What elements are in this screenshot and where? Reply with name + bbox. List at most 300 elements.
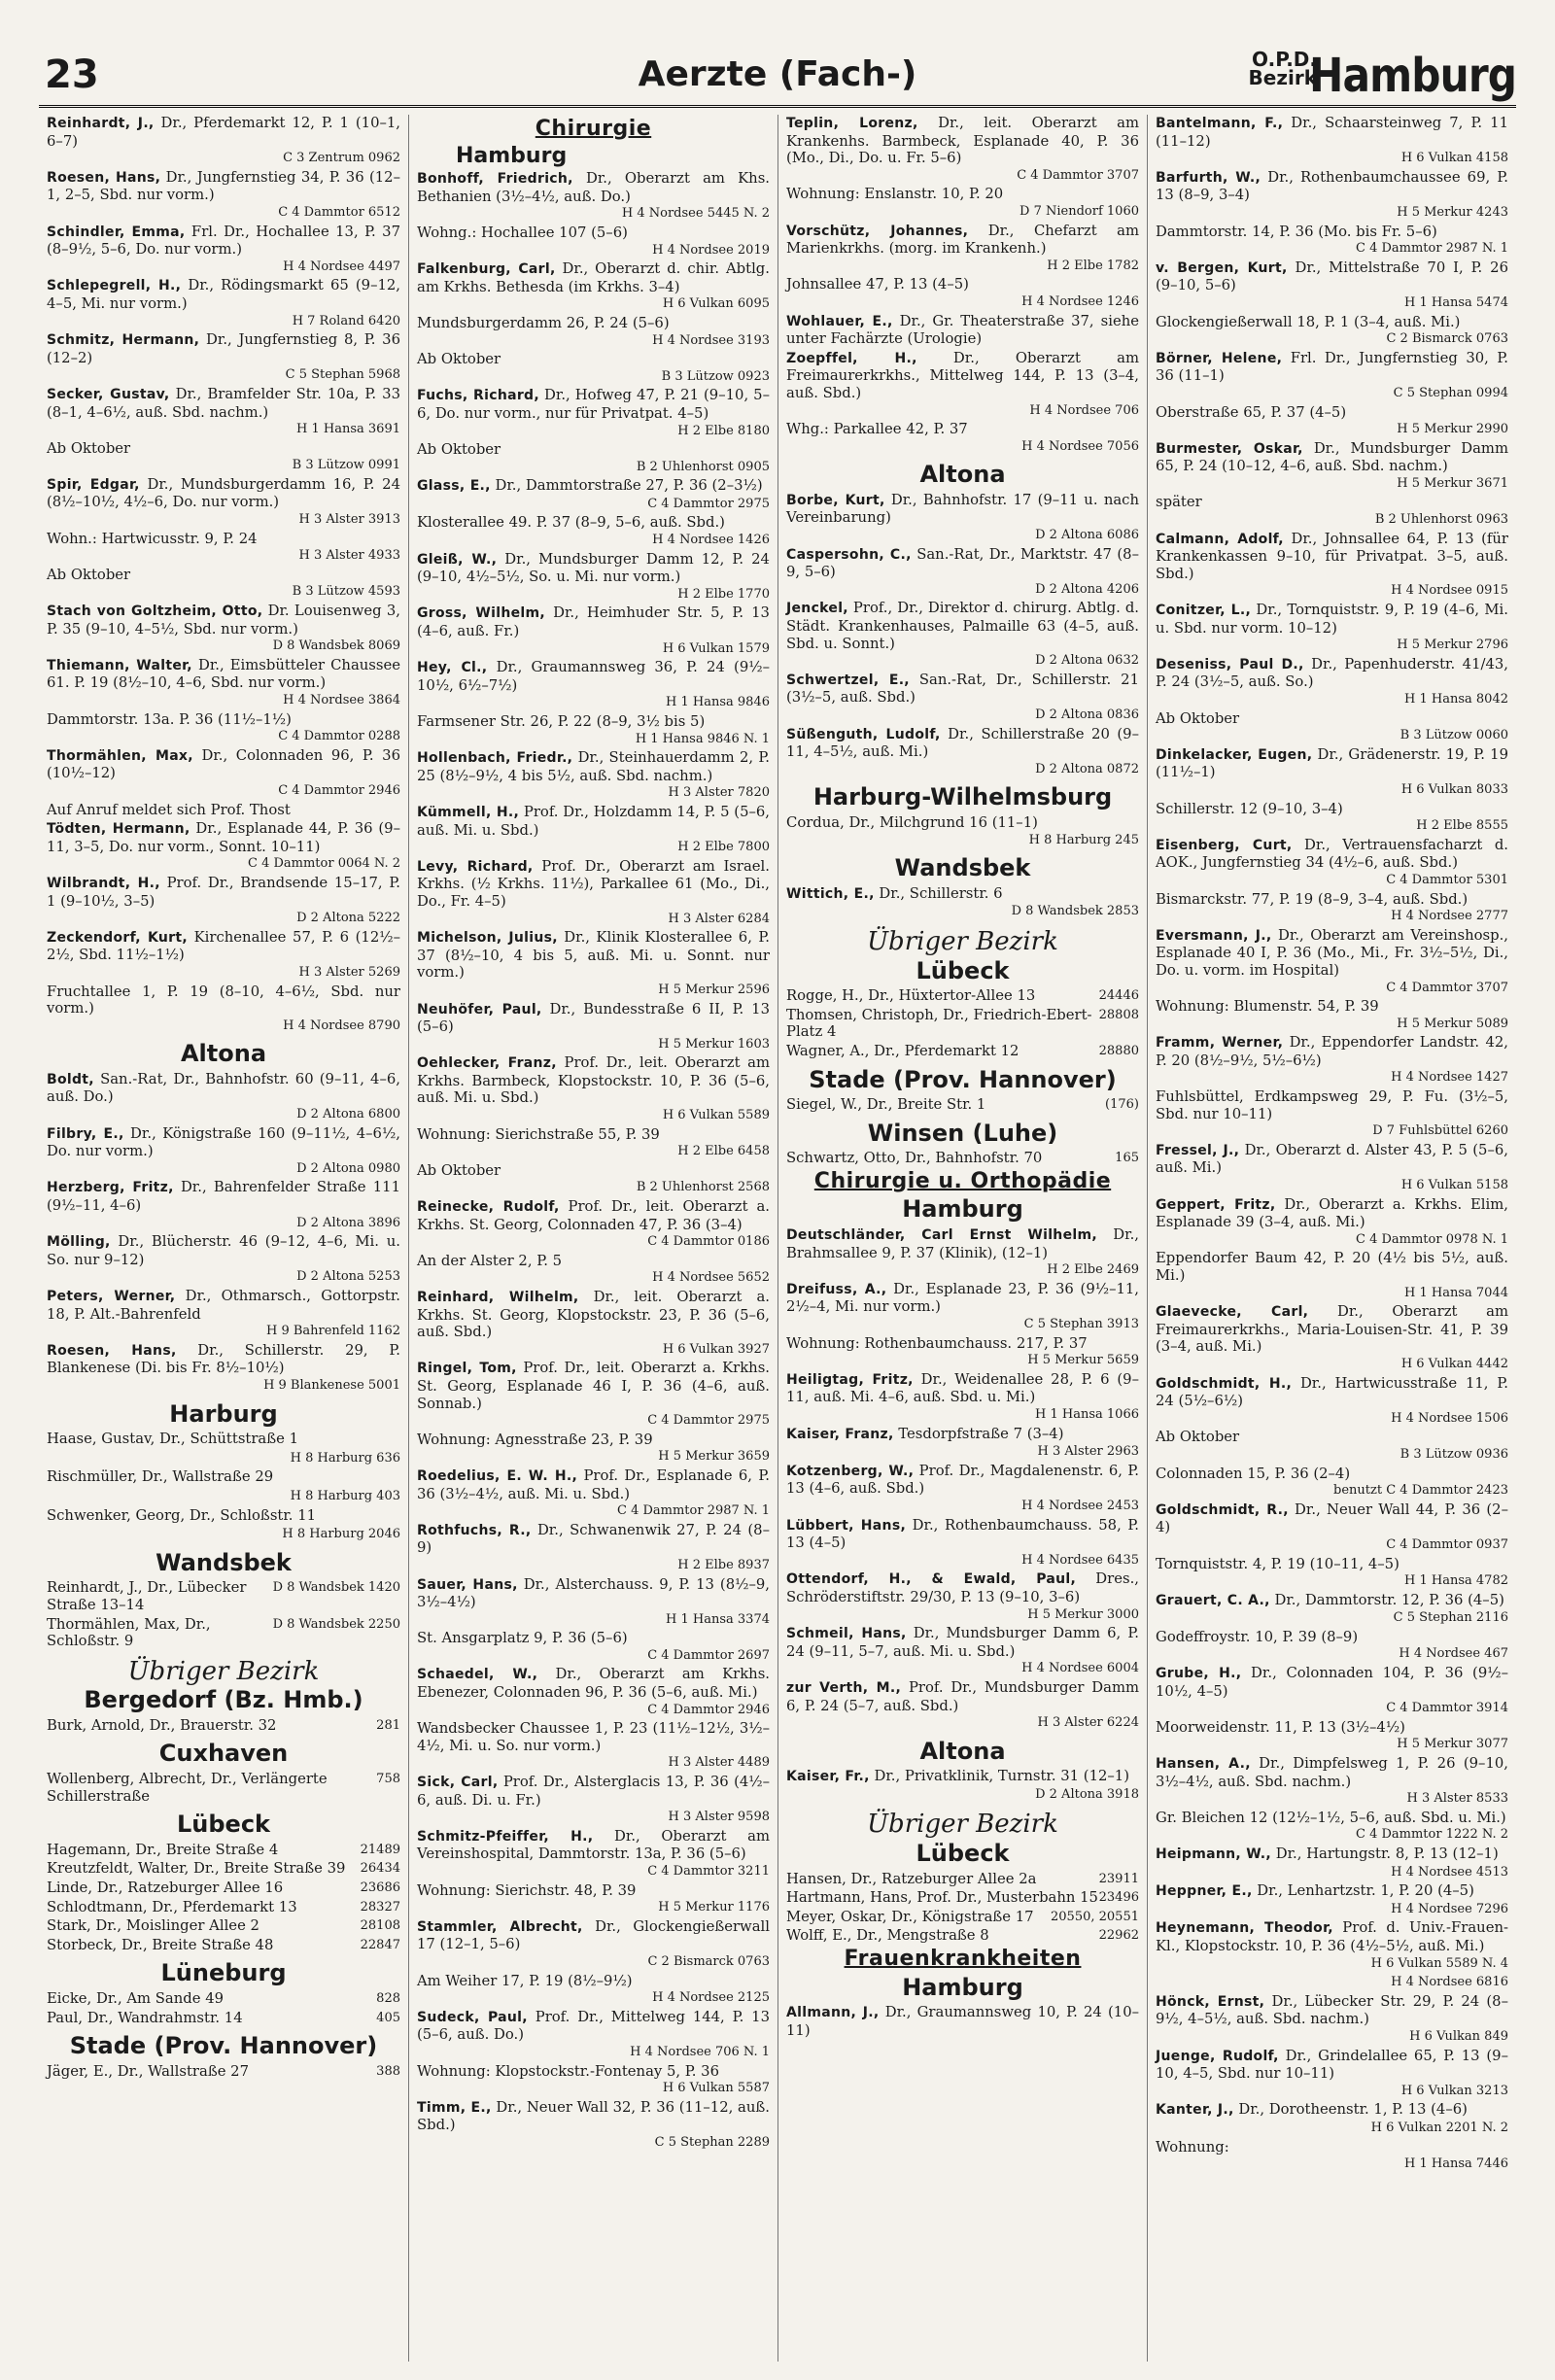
- directory-entry: [47, 2010, 400, 2027]
- directory-entry: [1156, 602, 1508, 654]
- entry-phone: H 4 Nordsee 8790: [283, 1018, 400, 1033]
- directory-entry: [1156, 1629, 1508, 1663]
- entry-phone: H 4 Nordsee 2777: [1391, 909, 1508, 924]
- entry-details: Prof. Dr., Magdalenenstr. 6, P. 13 (4–6, auß. Sbd.): [786, 1462, 1139, 1498]
- directory-entry: [1156, 1665, 1508, 1717]
- section-heading: Wandsbek: [156, 1548, 292, 1576]
- directory-entry: [417, 1630, 770, 1664]
- directory-entry: [1156, 1755, 1508, 1808]
- directory-entry: [1156, 1375, 1508, 1428]
- entry-details: Prof. Dr., Brandsende 15–17, P. 1 (9–10½, 3–5): [47, 874, 401, 910]
- entry-details: Dr., Hofweg 47, P. 21 (9–10, 5–6, Do. nur vorm., nur für Privatpat. 4–5): [417, 387, 770, 422]
- entry-phone: H 6 Vulkan 6095: [662, 296, 770, 312]
- entry-phone: C 5 Stephan 2289: [654, 2134, 770, 2150]
- entry-details: Cordua, Dr., Milchgrund 16 (11–1): [786, 813, 1038, 831]
- section-heading: Harburg-Wilhelmsburg: [812, 783, 1113, 811]
- directory-entry: [417, 804, 770, 856]
- directory-entry: [417, 1828, 770, 1880]
- entry-phone: 24446: [1098, 988, 1139, 1004]
- entry-details: Dr., Weidenallee 28, P. 6 (9–11, auß. Mi. 4–6, auß. Sbd. u. Mi.): [786, 1370, 1139, 1406]
- entry-phone: H 9 Blankenese 5001: [263, 1377, 400, 1393]
- directory-entry: [786, 1150, 1139, 1167]
- entry-phone: H 5 Merkur 3671: [1397, 475, 1508, 491]
- entry-phone: B 3 Lützow 0991: [292, 458, 400, 473]
- entry-phone: H 2 Elbe 1770: [677, 586, 770, 602]
- entry-name: Gross, Wilhelm,: [417, 605, 545, 622]
- entry-details: Reinhardt, J., Dr., Lübecker Straße 13–14: [47, 1579, 247, 1613]
- directory-entry: [47, 1488, 400, 1505]
- entry-name: Geppert, Fritz,: [1156, 1196, 1276, 1213]
- entry-details: Wohnung: Sierichstraße 55, P. 39: [417, 1125, 660, 1143]
- directory-entry: [786, 726, 1139, 778]
- entry-phone: H 2 Elbe 6458: [677, 1144, 770, 1159]
- column-3: [778, 115, 1147, 2362]
- entry-phone: D 8 Wandsbek 2853: [1011, 904, 1139, 919]
- entry-phone: H 2 Elbe 8180: [677, 423, 770, 438]
- directory-entry: [47, 1917, 400, 1935]
- entry-name: Zoepffel, H.,: [786, 350, 917, 366]
- entry-phone: H 5 Merkur 1176: [658, 1900, 770, 1915]
- entry-details: Dr., Heimhuder Str. 5, P. 13 (4–6, auß. Fr.): [417, 604, 770, 640]
- directory-entry: [786, 814, 1139, 848]
- entry-phone: D 7 Fuhlsbüttel 6260: [1372, 1123, 1508, 1139]
- entry-details: Schillerstr. 12 (9–10, 3–4): [1156, 800, 1343, 817]
- entry-name: Heppner, E.,: [1156, 1883, 1253, 1900]
- entry-phone: H 1 Hansa 9846 N. 1: [635, 731, 770, 746]
- entry-phone: 388: [376, 2063, 400, 2079]
- directory-entry: [1156, 1845, 1508, 1880]
- directory-entry: [47, 1717, 400, 1735]
- directory-entry: [786, 546, 1139, 599]
- entry-name: Calmann, Adolf,: [1156, 531, 1284, 547]
- entry-name: Ringel, Tom,: [417, 1361, 517, 1377]
- entry-phone: C 5 Stephan 3913: [1023, 1317, 1139, 1332]
- entry-details: Prof. Dr., leit. Oberarzt am Krkhs. Barmbeck, Klopstockstr. 10, P. 36 (5–6, auß. Mi. u. Sbd.): [417, 1054, 771, 1107]
- entry-details: San.-Rat, Dr., Schillerstr. 21 (3½–5, auß. Sbd.): [786, 671, 1139, 707]
- entry-phone: H 8 Harburg 636: [290, 1450, 400, 1466]
- directory-entry: [1156, 169, 1508, 222]
- entry-name: Michelson, Julius,: [417, 930, 558, 947]
- entry-phone: H 5 Merkur 3077: [1397, 1737, 1508, 1752]
- directory-entry: [1156, 404, 1508, 438]
- entry-phone: H 8 Harburg 245: [1028, 832, 1139, 847]
- entry-details: Dr., Dorotheenstr. 1, P. 13 (4–6): [1233, 2101, 1468, 2119]
- entry-details: Dr., Privatklinik, Turnstr. 31 (12–1): [869, 1768, 1129, 1785]
- entry-details: Moorweidenstr. 11, P. 13 (3½–4½): [1156, 1718, 1405, 1736]
- entry-details: Thomsen, Christoph, Dr., Friedrich-Ebert-Platz 4: [786, 1006, 1092, 1041]
- section-heading: Lübeck: [916, 956, 1010, 984]
- entry-details: Wohnung: Rothenbaumchauss. 217, P. 37: [786, 1334, 1088, 1352]
- entry-phone: H 3 Alster 2963: [1037, 1444, 1139, 1460]
- section-heading: Winsen (Luhe): [867, 1119, 1058, 1147]
- entry-phone: H 1 Hansa 7044: [1404, 1285, 1508, 1300]
- directory-entry: [417, 477, 770, 512]
- entry-name: Schmitz-Pfeiffer, H.,: [417, 1828, 594, 1845]
- entry-details: Dr., Schwanenwik 27, P. 24 (8–9): [417, 1521, 770, 1557]
- entry-name: Schaedel, W.,: [417, 1667, 538, 1683]
- entry-phone: H 5 Merkur 5659: [1027, 1353, 1139, 1368]
- directory-entry: [417, 1774, 770, 1826]
- entry-details: Dr., Johnsallee 64, P. 13 (für Krankenkassen 9–10, für Privatpat. 3–5, auß. Sbd.): [1156, 530, 1508, 582]
- entry-name: Schmitz, Hermann,: [47, 332, 200, 349]
- entry-details: Dr., Colonnaden 96, P. 36 (10½–12): [47, 746, 400, 782]
- directory-entry: [47, 224, 400, 276]
- entry-phone: D 7 Niendorf 1060: [1019, 203, 1139, 219]
- entry-name: Secker, Gustav,: [47, 386, 170, 402]
- entry-details: Dr., Mundsburgerdamm 16, P. 24 (8½–10½, 4½–6, Do. nur vorm.): [47, 475, 400, 511]
- entry-details: Wagner, A., Dr., Pferdemarkt 12: [786, 1042, 1019, 1059]
- section-heading: Stade (Prov. Hannover): [809, 1065, 1117, 1093]
- entry-details: Wollenberg, Albrecht, Dr., Verlängerte Schillerstraße: [47, 1771, 328, 1805]
- entry-details: Oberstraße 65, P. 37 (4–5): [1156, 403, 1347, 421]
- entry-details: Dr., Dammtorstraße 27, P. 36 (2–3½): [490, 477, 763, 495]
- directory-entry: [417, 441, 770, 475]
- entry-details: Dr., Blücherstr. 46 (9–12, 4–6, Mi. u. So. nur 9–12): [47, 1233, 400, 1268]
- entry-name: Gleiß, W.,: [417, 551, 498, 568]
- entry-phone: H 5 Merkur 1603: [658, 1036, 770, 1052]
- entry-name: v. Bergen, Kurt,: [1156, 259, 1288, 276]
- entry-name: zur Verth, M.,: [786, 1679, 902, 1696]
- directory-entry: [786, 276, 1139, 310]
- entry-phone: H 3 Alster 6284: [668, 911, 770, 926]
- entry-phone: H 4 Nordsee 4513: [1391, 1864, 1508, 1880]
- directory-entry: [417, 514, 770, 548]
- entry-phone: B 3 Lützow 0060: [1400, 728, 1508, 743]
- entry-details: Frl. Dr., Hochallee 13, P. 37 (8–9½, 5–6, Do. nur vorm.): [47, 223, 400, 259]
- entry-name: Allmann, J.,: [786, 2005, 880, 2021]
- directory-entry: [417, 1576, 770, 1629]
- entry-name: Timm, E.,: [417, 2099, 492, 2116]
- directory-entry: [417, 1289, 770, 1358]
- directory-entry: [47, 802, 400, 819]
- entry-name: Eisenberg, Curt,: [1156, 837, 1293, 853]
- entry-phone: B 3 Lützow 0923: [661, 368, 770, 384]
- specialty-heading: Frauenkrankheiten: [844, 1947, 1082, 1972]
- directory-entry: [786, 1889, 1139, 1907]
- entry-details: Ab Oktober: [417, 351, 501, 368]
- section-heading: Cuxhaven: [158, 1740, 289, 1768]
- entry-details: Dr., Alsterchauss. 9, P. 13 (8½–9, 3½–4½): [417, 1575, 770, 1611]
- entry-phone: 23496: [1098, 1890, 1139, 1906]
- entry-details: Ab Oktober: [1156, 709, 1240, 727]
- entry-phone: 828: [376, 1991, 400, 2006]
- directory-entry: [1156, 1196, 1508, 1249]
- entry-name: Bantelmann, F.,: [1156, 116, 1284, 131]
- directory-entry: [47, 1288, 400, 1340]
- entry-details: Hansen, Dr., Ratzeburger Allee 2a: [786, 1870, 1037, 1887]
- directory-entry: [417, 1001, 770, 1053]
- entry-details: Am Weiher 17, P. 19 (8½–9½): [417, 1972, 633, 1989]
- directory-entry: [1156, 1303, 1508, 1372]
- entry-phone: H 1 Hansa 3691: [296, 422, 400, 437]
- entry-phone: H 4 Nordsee 3864: [283, 693, 400, 707]
- directory-entry: [417, 2099, 770, 2152]
- entry-name: Kotzenberg, W.,: [786, 1463, 915, 1479]
- entry-details: Ab Oktober: [417, 1161, 501, 1179]
- entry-phone: H 4 Nordsee 5445 N. 2: [621, 206, 770, 222]
- entry-details: Dr., Neuer Wall 32, P. 36 (11–12, auß. Sbd.): [417, 2098, 770, 2134]
- entry-phone: C 4 Dammtor 2946: [647, 1702, 770, 1717]
- entry-phone: H 6 Vulkan 2201 N. 2: [1370, 2120, 1508, 2135]
- entry-phone: 28108: [360, 1918, 400, 1934]
- entry-name: Roesen, Hans,: [47, 169, 161, 186]
- entry-phone: H 1 Hansa 4782: [1404, 1573, 1508, 1589]
- entry-phone: C 4 Dammtor 0937: [1386, 1536, 1508, 1552]
- entry-details: Wandsbecker Chaussee 1, P. 23 (11½–12½, 3½–4½, Mi. u. So. nur vorm.): [417, 1720, 770, 1754]
- entry-details: Prof. Dr., Alsterglacis 13, P. 36 (4½–6, auß. Di. u. Fr.): [417, 1774, 770, 1809]
- entry-details: Dr., Colonnaden 104, P. 36 (9½–10½, 4–5): [1156, 1665, 1508, 1700]
- entry-phone: H 3 Alster 6224: [1037, 1715, 1139, 1731]
- entry-details: Dr., Pferdemarkt 12, P. 1 (10–1, 6–7): [47, 115, 401, 150]
- directory-entry: [786, 1463, 1139, 1515]
- directory-entry: [417, 1162, 770, 1196]
- entry-phone: H 5 Merkur 5089: [1397, 1016, 1508, 1031]
- entry-phone: D 2 Altona 0836: [1035, 707, 1139, 722]
- entry-name: Glaevecke, Carl,: [1156, 1304, 1309, 1321]
- entry-details: Wohnung:: [1156, 2138, 1229, 2156]
- section-heading: Stade (Prov. Hannover): [69, 2032, 378, 2060]
- entry-phone: C 4 Dammtor 0978 N. 1: [1355, 1231, 1508, 1247]
- directory-entry: [47, 1526, 400, 1543]
- entry-phone: H 4 Nordsee 0915: [1391, 583, 1508, 599]
- directory-entry: [47, 1860, 400, 1878]
- entry-name: Filbry, E.,: [47, 1125, 124, 1142]
- directory-entry: [47, 875, 400, 927]
- entry-details: Dr., Lenhartzstr. 1, P. 20 (4–5): [1252, 1882, 1474, 1900]
- section-heading: Hamburg: [902, 1195, 1023, 1224]
- directory-entry: [1156, 314, 1508, 348]
- entry-details: Dr., Rödingsmarkt 65 (9–12, 4–5, Mi. nur vorm.): [47, 277, 401, 312]
- entry-phone: D 8 Wandsbek 8069: [272, 638, 400, 654]
- entry-details: Glockengießerwall 18, P. 1 (3–4, auß. Mi.): [1156, 313, 1461, 330]
- directory-entry: [786, 1927, 1139, 1945]
- directory-entry: [47, 1937, 400, 1954]
- entry-phone: H 4 Nordsee 1426: [652, 533, 770, 548]
- entry-phone: 281: [376, 1717, 400, 1733]
- entry-details: Eppendorfer Baum 42, P. 20 (4½ bis 5½, auß. Mi.): [1156, 1250, 1508, 1284]
- entry-details: Ab Oktober: [1156, 1429, 1240, 1446]
- entry-phone: C 2 Bismarck 0763: [647, 1953, 770, 1969]
- entry-phone: H 3 Alster 7820: [668, 785, 770, 801]
- entry-details: Dr., Oberarzt am Vereinshosp., Esplanade 40 I, P. 36 (Mo., Mi., Fr. 3½–5½, Di., Do. u. vorm. im Hospital): [1156, 926, 1508, 979]
- entry-name: Barfurth, W.,: [1156, 169, 1261, 186]
- directory-entry: [786, 1226, 1139, 1279]
- entry-name: Framm, Werner,: [1156, 1035, 1284, 1052]
- entry-details: Dr., Jungfernstieg 8, P. 36 (12–2): [47, 331, 400, 366]
- entry-details: Dr., Dammtorstr. 12, P. 36 (4–5): [1269, 1591, 1504, 1608]
- directory-entry: [417, 1666, 770, 1718]
- entry-details: Haase, Gustav, Dr., Schüttstraße 1: [47, 1431, 299, 1448]
- entry-phone: H 4 Nordsee 1506: [1391, 1410, 1508, 1426]
- entry-name: Börner, Helene,: [1156, 350, 1283, 366]
- entry-details: Wohnung: Agnesstraße 23, P. 39: [417, 1431, 653, 1448]
- region-heading: Übriger Bezirk: [867, 926, 1058, 956]
- entry-name: Dreifuss, A.,: [786, 1281, 887, 1297]
- entry-details: Dr., Rothenbaumchauss. 58, P. 13 (4–5): [786, 1516, 1140, 1552]
- entry-details: Whg.: Parkallee 42, P. 37: [786, 421, 968, 438]
- entry-name: Heipmann, W.,: [1156, 1846, 1272, 1862]
- entry-phone: H 4 Nordsee 7056: [1021, 438, 1139, 454]
- entry-phone: D 8 Wandsbek 1420: [272, 1580, 400, 1596]
- section-heading: Hamburg: [456, 143, 568, 168]
- entry-details: Kirchenallee 57, P. 6 (12½–2½, Sbd. 11½–1½): [47, 928, 400, 964]
- directory-entry: [47, 476, 400, 529]
- directory-entry: [1156, 1466, 1508, 1500]
- entry-name: Glass, E.,: [417, 478, 491, 495]
- section-heading: Hamburg: [902, 1973, 1023, 2001]
- directory-entry: [417, 170, 770, 223]
- directory-entry: [1156, 1088, 1508, 1140]
- column-4: [1147, 115, 1516, 2362]
- entry-details: Dr., Jungfernstieg 34, P. 36 (12–1, 2–5, Sbd. nur vorm.): [47, 168, 400, 204]
- entry-name: Oehlecker, Franz,: [417, 1055, 557, 1072]
- entry-name: Wilbrandt, H.,: [47, 875, 160, 891]
- entry-name: Jenckel,: [786, 601, 848, 617]
- entry-phone: H 4 Nordsee 6816: [1391, 1975, 1508, 1990]
- directory-entry: [1156, 259, 1508, 312]
- entry-phone: 28880: [1098, 1043, 1139, 1058]
- entry-phone: 165: [1115, 1151, 1139, 1166]
- entry-details: Dr., leit. Oberarzt a. Krkhs. St. Georg, Klopstockstr. 23, P. 36 (5–6, auß. Sbd.): [417, 1289, 770, 1341]
- section-heading: Bergedorf (Bz. Hmb.): [84, 1686, 363, 1714]
- entry-details: Dr., leit. Oberarzt am Krankenhs. Barmbeck, Esplanade 40, P. 36 (Mo., Di., Do. u. Fr. 5–6): [786, 115, 1139, 167]
- directory-entry: [417, 1882, 770, 1916]
- page-header: [39, 21, 1516, 109]
- entry-phone: C 5 Stephan 5968: [285, 367, 400, 383]
- directory-entry: [417, 713, 770, 747]
- entry-phone: 22847: [360, 1937, 400, 1952]
- entry-phone: C 2 Bismarck 0763: [1386, 331, 1508, 347]
- entry-phone: H 1 Hansa 5474: [1404, 294, 1508, 310]
- directory-entry: [417, 1720, 770, 1772]
- entry-details: Tornquiststr. 4, P. 19 (10–11, 4–5): [1156, 1555, 1400, 1572]
- directory-entry: [1156, 1592, 1508, 1627]
- entry-details: Bismarckstr. 77, P. 19 (8–9, 3–4, auß. Sbd.): [1156, 890, 1469, 908]
- entry-phone: C 5 Stephan 2116: [1393, 1610, 1508, 1626]
- entry-details: Meyer, Oskar, Dr., Königstraße 17: [786, 1908, 1034, 1925]
- directory-entry: [1156, 998, 1508, 1032]
- entry-details: Rogge, H., Dr., Hüxtertor-Allee 13: [786, 987, 1036, 1005]
- directory-columns: [39, 115, 1516, 2362]
- directory-entry: [1156, 494, 1508, 528]
- directory-entry: [47, 1071, 400, 1123]
- entry-phone: H 4 Nordsee 706: [1029, 402, 1139, 418]
- entry-details: Tesdorpfstraße 7 (3–4): [893, 1425, 1064, 1442]
- entry-phone: H 5 Merkur 2796: [1397, 638, 1508, 653]
- directory-entry: [47, 1880, 400, 1897]
- entry-details: Dr., Eimsbütteler Chaussee 61. P. 19 (8½–10, 4–6, Sbd. nur vorm.): [47, 656, 400, 692]
- region-heading: Übriger Bezirk: [867, 1810, 1058, 1840]
- directory-entry: [47, 1771, 400, 1805]
- entry-details: Kreutzfeldt, Walter, Dr., Breite Straße 39: [47, 1860, 346, 1878]
- entry-name: Goldschmidt, H.,: [1156, 1375, 1293, 1392]
- directory-entry: [417, 224, 770, 259]
- directory-entry: [417, 1198, 770, 1251]
- entry-details: Schwenker, Georg, Dr., Schloßstr. 11: [47, 1506, 317, 1524]
- entry-details: Prof. Dr., Mittelweg 144, P. 13 (5–6, auß. Do.): [417, 2008, 771, 2044]
- entry-details: Godeffroystr. 10, P. 39 (8–9): [1156, 1628, 1359, 1645]
- directory-entry: [47, 1899, 400, 1916]
- entry-phone: H 4 Nordsee 467: [1399, 1646, 1508, 1662]
- entry-phone: B 3 Lützow 4593: [292, 584, 400, 600]
- directory-entry: [786, 1281, 1139, 1333]
- entry-phone: D 2 Altona 5253: [296, 1269, 400, 1285]
- entry-name: Wohlauer, E.,: [786, 313, 893, 329]
- directory-entry: [786, 987, 1139, 1005]
- entry-phone: H 3 Alster 4933: [298, 548, 400, 564]
- entry-phone: H 2 Elbe 7800: [677, 840, 770, 855]
- entry-phone: D 2 Altona 4206: [1035, 581, 1139, 597]
- directory-entry: [786, 115, 1139, 184]
- entry-name: Ottendorf, H., & Ewald, Paul,: [786, 1571, 1077, 1588]
- entry-phone: C 4 Dammtor 6512: [278, 204, 400, 220]
- entry-phone: H 8 Harburg 2046: [282, 1527, 400, 1542]
- directory-entry: [417, 551, 770, 604]
- directory-entry: [786, 350, 1139, 419]
- entry-details: Klosterallee 49. P. 37 (8–9, 5–6, auß. Sbd.): [417, 514, 725, 532]
- entry-details: Burk, Arnold, Dr., Brauerstr. 32: [47, 1716, 277, 1734]
- entry-phone: H 4 Nordsee 3193: [652, 332, 770, 348]
- directory-entry: [1156, 1882, 1508, 1917]
- directory-entry: [417, 1973, 770, 2007]
- directory-entry: [47, 331, 400, 384]
- entry-details: Wohnung: Klopstockstr.-Fontenay 5, P. 36: [417, 2062, 719, 2080]
- directory-entry: [47, 603, 400, 655]
- entry-details: Schwartz, Otto, Dr., Bahnhofstr. 70: [786, 1150, 1043, 1167]
- entry-details: Prof. Dr., Mundsburger Damm 6, P. 24 (5–7, auß. Sbd.): [786, 1678, 1140, 1714]
- entry-phone: H 6 Vulkan 5589: [662, 1108, 770, 1123]
- directory-entry: [1156, 224, 1508, 258]
- entry-details: Dr., Bundesstraße 6 II, P. 13 (5–6): [417, 1000, 770, 1036]
- entry-details: Dr., Lübecker Str. 29, P. 24 (8–9½, 4–5½, auß. Sbd. nachm.): [1156, 1992, 1508, 2028]
- entry-details: Dr., Dimpfelsweg 1, P. 26 (9–10, 3½–4½, auß. Sbd. nachm.): [1156, 1755, 1508, 1790]
- entry-phone: H 4 Nordsee 6435: [1021, 1552, 1139, 1568]
- entry-phone: H 6 Vulkan 3213: [1400, 2083, 1508, 2098]
- directory-entry: [786, 1043, 1139, 1060]
- section-heading: Altona: [180, 1040, 267, 1068]
- entry-name: Deseniss, Paul D.,: [1156, 656, 1304, 673]
- directory-entry: [786, 1570, 1139, 1623]
- entry-details: Linde, Dr., Ratzeburger Allee 16: [47, 1880, 284, 1897]
- entry-phone: H 6 Vulkan 3927: [662, 1341, 770, 1357]
- entry-details: Dr., Graumannsweg 36, P. 24 (9½–10½, 6½–7½): [417, 659, 770, 694]
- entry-details: Dr., Oberarzt am Krkhs. Ebenezer, Colonnaden 96, P. 36 (5–6, auß. Mi.): [417, 1666, 770, 1702]
- directory-entry: [47, 1990, 400, 2008]
- directory-entry: [1156, 1974, 1508, 1991]
- entry-details: Dr., Glockengießerwall 17 (12–1, 5–6): [417, 1917, 770, 1953]
- entry-details: Dr., Graumannsweg 10, P. 24 (10–11): [786, 2004, 1140, 2039]
- entry-phone: 28808: [1098, 1007, 1139, 1022]
- entry-phone: C 4 Dammtor 3707: [1017, 167, 1139, 183]
- entry-phone: H 1 Hansa 1066: [1035, 1407, 1139, 1422]
- entry-phone: C 4 Dammtor 2697: [647, 1647, 770, 1663]
- directory-entry: [417, 749, 770, 802]
- entry-phone: 22962: [1098, 1928, 1139, 1944]
- entry-phone: C 4 Dammtor 3707: [1386, 980, 1508, 995]
- entry-name: Fuchs, Richard,: [417, 388, 539, 404]
- entry-details: Dr., Schaarsteinweg 7, P. 11 (11–12): [1156, 115, 1508, 150]
- entry-name: Bonhoff, Friedrich,: [417, 171, 573, 188]
- entry-phone: H 3 Alster 3913: [298, 512, 400, 528]
- entry-details: Dr., Mittelstraße 70 I, P. 26 (9–10, 5–6): [1156, 259, 1508, 294]
- directory-entry: [47, 1179, 400, 1231]
- directory-entry: [1156, 1142, 1508, 1194]
- directory-entry: [1156, 1719, 1508, 1753]
- entry-details: Dr., Oberarzt am Vereinshospital, Dammtorstr. 13a, P. 36 (5–6): [417, 1827, 770, 1863]
- entry-phone: H 5 Merkur 4243: [1397, 204, 1508, 220]
- entry-phone: C 3 Zentrum 0962: [283, 151, 400, 166]
- directory-entry: [47, 657, 400, 709]
